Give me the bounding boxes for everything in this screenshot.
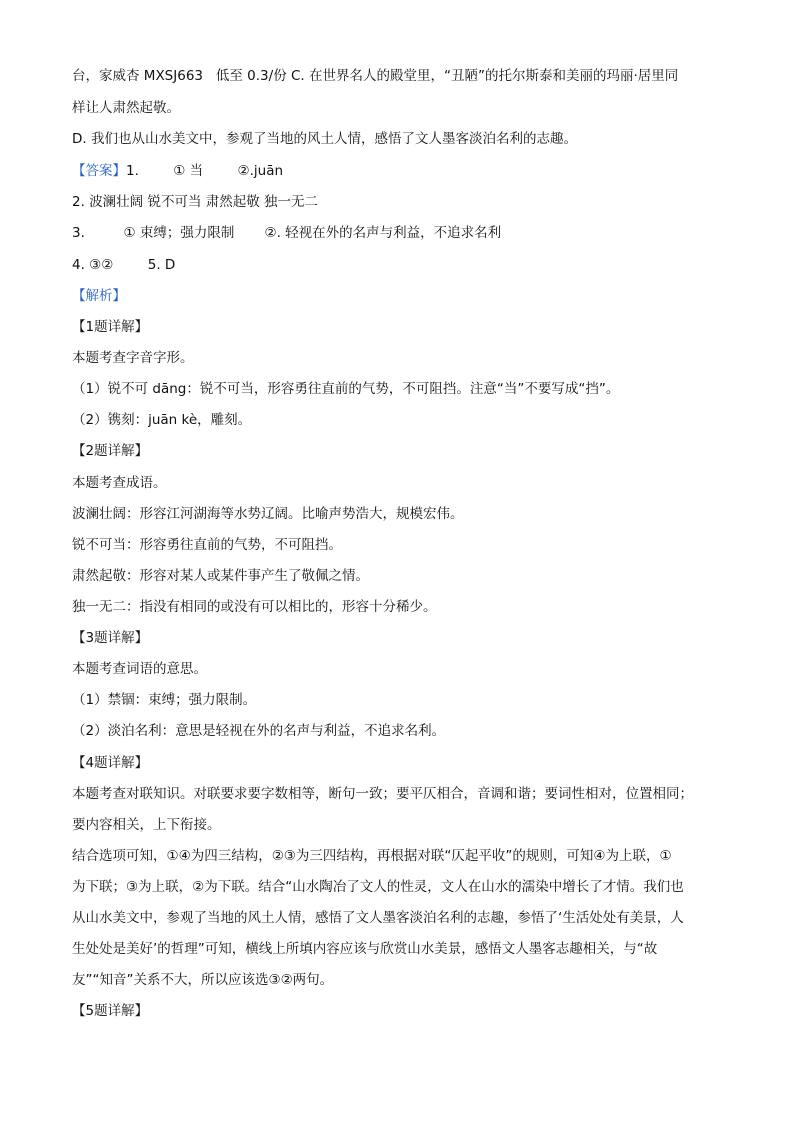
circled-1: ①: [123, 225, 136, 241]
answer-text: .juān: [249, 163, 284, 179]
answer-number: 3.: [72, 225, 85, 241]
circled-2: ②: [237, 163, 250, 179]
text-line: 要内容相关，上下衔接。: [72, 817, 221, 833]
text-line: （2）镌刻：juān kè，雕刻。: [72, 412, 252, 428]
circled-2: ②: [264, 225, 277, 241]
subsection-heading: 【4题详解】: [72, 755, 149, 771]
text-line: 2. 波澜壮阔 锐不可当 肃然起敬 独一无二: [72, 194, 319, 210]
answer-5: 5. D: [147, 257, 176, 273]
text-line: 独一无二：指没有相同的或没有可以相比的，形容十分稀少。: [72, 599, 437, 615]
answer-text: 当: [189, 163, 204, 179]
answer-line: [72, 223, 501, 243]
text-line: 本题考查字音字形。: [72, 350, 194, 366]
text-line: （1）禁锢：束缚；强力限制。: [72, 692, 257, 708]
answer-line: [72, 161, 283, 181]
text-line: 波澜壮阔：形容江河湖海等水势辽阔。比喻声势浩大，规模宏伟。: [72, 506, 464, 522]
answer-number: 1.: [126, 163, 139, 179]
subsection-heading: 【3题详解】: [72, 630, 149, 646]
subsection-heading: 【5题详解】: [72, 1003, 149, 1019]
text-line: （2）淡泊名利：意思是轻视在外的名声与利益，不追求名利。: [72, 723, 446, 739]
answer-heading: 【答案】: [72, 163, 126, 179]
answer-4: 4. ③②: [72, 257, 114, 273]
text-line: 友”“知音”关系不大，所以应该选③②两句。: [72, 972, 334, 988]
text-line: 样让人肃然起敬。: [72, 100, 180, 116]
text-line: 从山水美文中，参观了当地的风土人情，感悟了文人墨客淡泊名利的志趣，参悟了‘生活处处有美景，人: [72, 910, 684, 926]
text-line: 本题考查词语的意思。: [72, 661, 207, 677]
answer-text: 束缚；强力限制: [139, 225, 235, 241]
text-line: 结合选项可知，①④为四三结构，②③为三四结构，再根据对联“仄起平收”的规则，可知④为上联，①: [72, 848, 672, 864]
answer-line: [72, 255, 175, 275]
text-line: 为下联；③为上联，②为下联。结合“山水陶冶了文人的性灵，文人在山水的濡染中增长了才情。我们也: [72, 879, 684, 895]
text-line: 台，家威杏 MXSJ663 低至 0.3/份 C. 在世界名人的殿堂里，“丑陋”的托尔斯泰和美丽的玛丽·居里同: [72, 68, 679, 84]
subsection-heading: 【1题详解】: [72, 319, 149, 335]
subsection-heading: 【2题详解】: [72, 443, 149, 459]
text-line: 本题考查对联知识。对联要求要字数相等，断句一致；要平仄相合，音调和谐；要词性相对，位置相同；: [72, 786, 693, 802]
text-line: 本题考查成语。: [72, 475, 167, 491]
text-line: （1）锐不可 dāng：锐不可当，形容勇往直前的气势，不可阻挡。注意“当”不要写成“挡”。: [72, 381, 620, 397]
section-heading: 【解析】: [72, 288, 126, 304]
circled-1: ①: [173, 163, 186, 179]
answer-text: . 轻视在外的名声与利益，不追求名利: [276, 225, 502, 241]
text-line: 肃然起敬：形容对某人或某件事产生了敬佩之情。: [72, 568, 369, 584]
text-line: 锐不可当：形容勇往直前的气势，不可阻挡。: [72, 537, 342, 553]
text-line: D. 我们也从山水美文中，参观了当地的风土人情，感悟了文人墨客淡泊名利的志趣。: [72, 131, 577, 147]
text-line: 生处处是美好’的哲理”可知，横线上所填内容应该与欣赏山水美景，感悟文人墨客志趣相关，与“故: [72, 941, 658, 957]
